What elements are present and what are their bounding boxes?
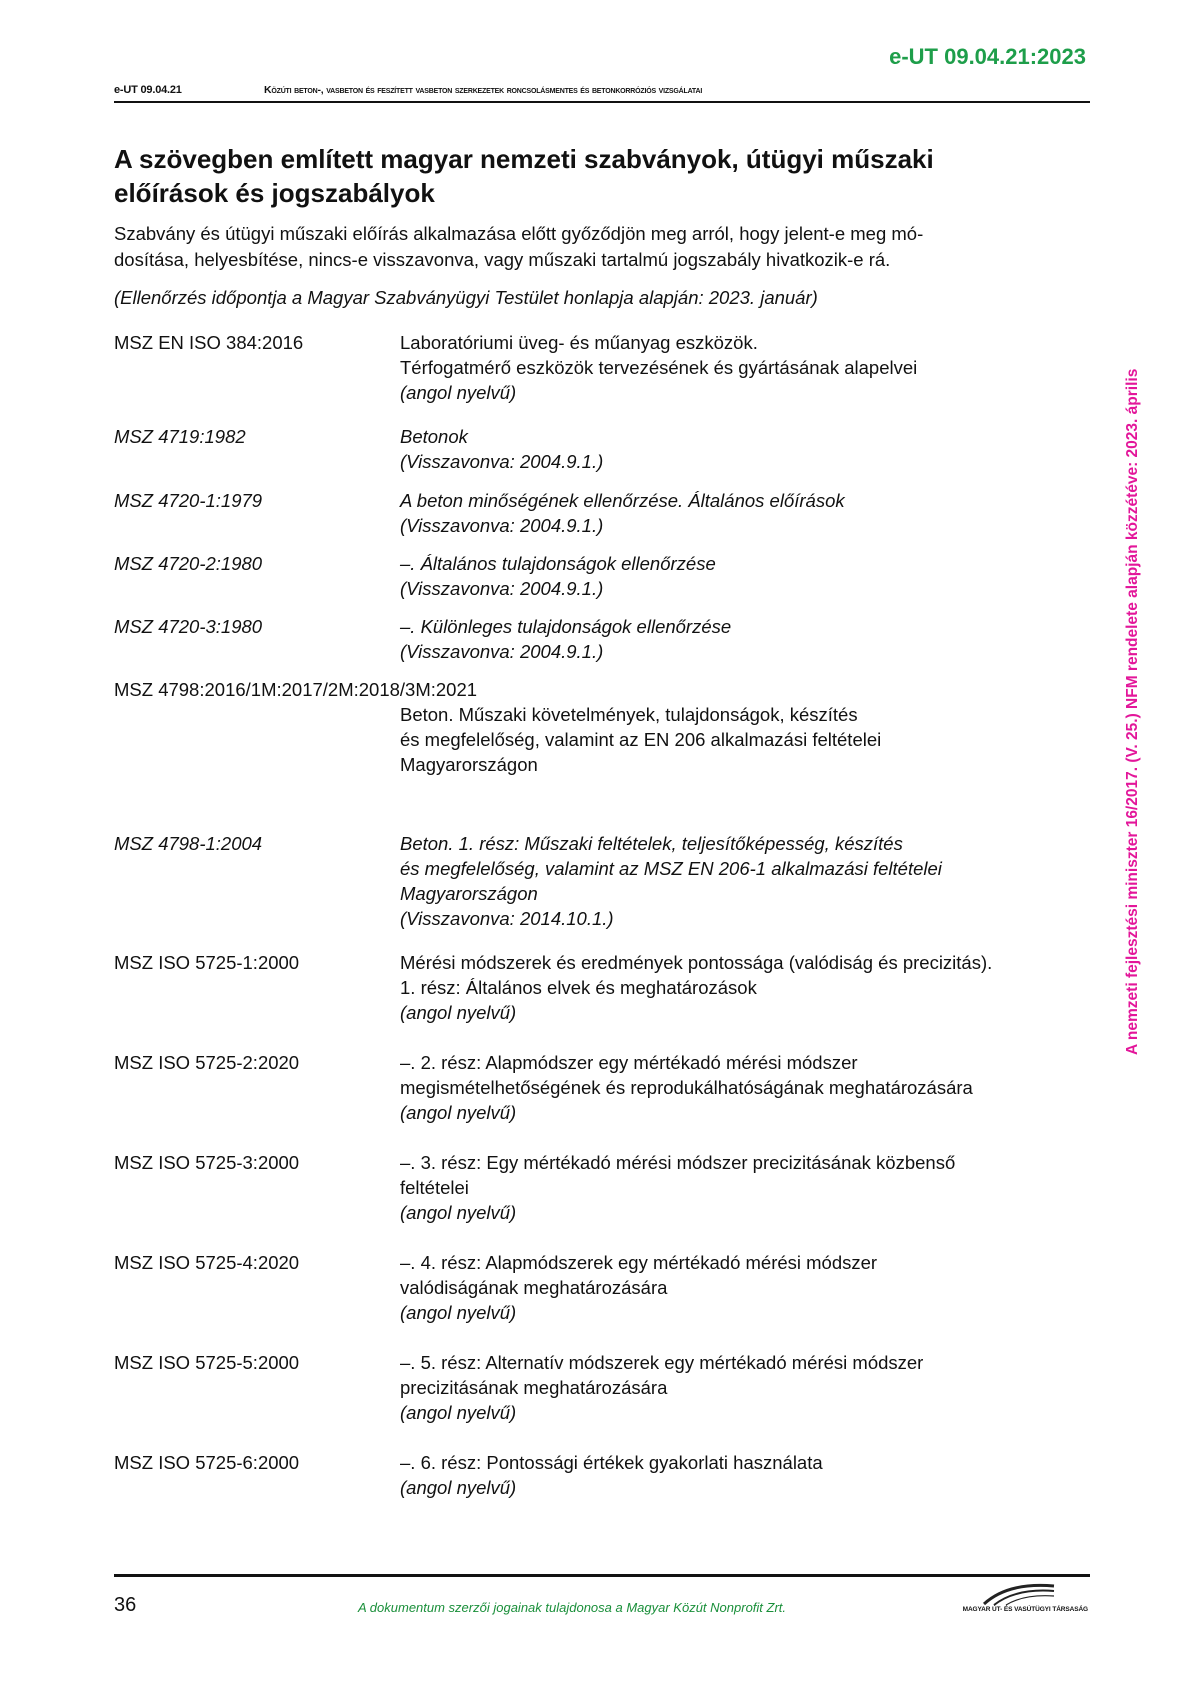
description-line: Beton. Műszaki követelmények, tulajdonságok, készítés xyxy=(400,704,858,725)
description-line: valódiságának meghatározására xyxy=(400,1277,668,1298)
language-note: (angol nyelvű) xyxy=(400,382,517,403)
standard-description xyxy=(400,330,1094,405)
check-date-note: (Ellenőrzés időpontja a Magyar Szabványügyi Testület honlapja alapján: 2023. január) xyxy=(114,287,818,308)
standard-code: MSZ ISO 5725-5:2000 xyxy=(114,1352,300,1373)
intro-line: dosítása, helyesbítése, nincs-e visszavonva, vagy műszaki tartalmú jogszabály hivatkozik-e rá. xyxy=(114,249,891,270)
standard-description xyxy=(400,831,1094,931)
reference-entry xyxy=(114,1350,1094,1425)
description-line: Laboratóriumi üveg- és műanyag eszközök. xyxy=(400,332,758,353)
description-line: A beton minőségének ellenőrzése. Általános előírások xyxy=(400,490,845,511)
reference-entry xyxy=(114,424,1094,474)
language-note: (angol nyelvű) xyxy=(400,1477,517,1498)
withdrawal-note: (Visszavonva: 2004.9.1.) xyxy=(400,515,604,536)
page-number: 36 xyxy=(114,1594,137,1616)
reference-entry xyxy=(114,551,1094,601)
standard-code: MSZ 4798-1:2004 xyxy=(114,833,263,854)
description-line: Mérési módszerek és eredmények pontossága (valódiság és precizitás). xyxy=(400,952,993,973)
standard-description xyxy=(400,488,1094,538)
language-note: (angol nyelvű) xyxy=(400,1102,517,1123)
description-line: és megfelelőség, valamint az MSZ EN 206-1 alkalmazási feltételei xyxy=(400,858,942,879)
standard-code: MSZ 4720-1:1979 xyxy=(114,490,263,511)
standard-code: MSZ 4719:1982 xyxy=(114,426,246,447)
description-line: –. 6. rész: Pontossági értékek gyakorlati használata xyxy=(400,1452,823,1473)
description-line: és megfelelőség, valamint az EN 206 alkalmazási feltételei xyxy=(400,729,882,750)
standard-description xyxy=(400,1350,1094,1425)
road-arc-icon xyxy=(978,1580,1058,1606)
description-line: feltételei xyxy=(400,1177,469,1198)
description-line: –. Általános tulajdonságok ellenőrzése xyxy=(400,553,716,574)
intro-paragraph xyxy=(114,221,1094,273)
publisher-logo xyxy=(938,1580,1088,1620)
standard-description xyxy=(400,424,1094,474)
standard-description xyxy=(400,1450,1094,1500)
running-header-code: e-UT 09.04.21 xyxy=(114,84,182,96)
standard-description xyxy=(400,1150,1094,1225)
section-title-line: előírások és jogszabályok xyxy=(114,178,435,208)
reference-entry xyxy=(114,1250,1094,1325)
section-title xyxy=(114,142,1014,210)
reference-entry xyxy=(114,1050,1094,1125)
description-line: Térfogatmérő eszközök tervezésének és gyártásának alapelvei xyxy=(400,357,918,378)
withdrawal-note: (Visszavonva: 2004.9.1.) xyxy=(400,578,604,599)
reference-entry xyxy=(114,330,1094,405)
description-line: –. Különleges tulajdonságok ellenőrzése xyxy=(400,616,732,637)
standard-code: MSZ 4798:2016/1M:2017/2M:2018/3M:2021 xyxy=(114,679,478,700)
copyright-notice: A dokumentum szerzői jogainak tulajdonosa a Magyar Közút Nonprofit Zrt. xyxy=(358,1600,787,1615)
standard-description xyxy=(400,1050,1094,1125)
running-header xyxy=(114,84,1090,103)
language-note: (angol nyelvű) xyxy=(400,1002,517,1023)
reference-entry xyxy=(114,488,1094,538)
withdrawal-note: (Visszavonva: 2014.10.1.) xyxy=(400,908,614,929)
description-line: –. 3. rész: Egy mértékadó mérési módszer precizitásának közbenső xyxy=(400,1152,956,1173)
standard-code: MSZ ISO 5725-1:2000 xyxy=(114,952,300,973)
standard-code: MSZ 4720-2:1980 xyxy=(114,553,263,574)
reference-entry xyxy=(114,1150,1094,1225)
description-line: Beton. 1. rész: Műszaki feltételek, teljesítőképesség, készítés xyxy=(400,833,903,854)
language-note: (angol nyelvű) xyxy=(400,1202,517,1223)
publisher-name: MAGYAR ÚT- ÉS VASÚTÜGYI TÁRSASÁG xyxy=(962,1606,1088,1613)
reference-entry xyxy=(114,1450,1094,1500)
standard-description xyxy=(400,614,1094,664)
reference-entry xyxy=(114,831,1094,931)
standard-code: MSZ ISO 5725-4:2020 xyxy=(114,1252,300,1273)
language-note: (angol nyelvű) xyxy=(400,1402,517,1423)
description-line: Magyarországon xyxy=(400,754,538,775)
language-note: (angol nyelvű) xyxy=(400,1302,517,1323)
reference-entry xyxy=(114,677,1094,777)
intro-line: Szabvány és útügyi műszaki előírás alkalmazása előtt győződjön meg arról, hogy jelent-e meg mó- xyxy=(114,223,924,244)
running-header-title: Közúti beton-, vasbeton és feszített vasbeton szerkezetek roncsolásmentes és betonkorróziós vizsgálatai xyxy=(264,84,703,96)
reference-entry xyxy=(114,614,1094,664)
standard-code: MSZ ISO 5725-6:2000 xyxy=(114,1452,300,1473)
description-line: –. 4. rész: Alapmódszerek egy mértékadó mérési módszer xyxy=(400,1252,878,1273)
standard-description xyxy=(400,551,1094,601)
description-line: Magyarországon xyxy=(400,883,538,904)
withdrawal-note: (Visszavonva: 2004.9.1.) xyxy=(400,451,604,472)
withdrawal-note: (Visszavonva: 2004.9.1.) xyxy=(400,641,604,662)
description-line: 1. rész: Általános elvek és meghatározások xyxy=(400,977,757,998)
publication-side-note: A nemzeti fejlesztési miniszter 16/2017. (V. 25.) NFM rendelete alapján közzétéve: 2023. április xyxy=(1124,368,1141,1055)
standard-code: MSZ EN ISO 384:2016 xyxy=(114,332,304,353)
standard-description xyxy=(400,950,1094,1025)
description-line: –. 5. rész: Alternatív módszerek egy mértékadó mérési módszer xyxy=(400,1352,924,1373)
description-line: –. 2. rész: Alapmódszer egy mértékadó mérési módszer xyxy=(400,1052,858,1073)
description-line: precizitásának meghatározására xyxy=(400,1377,668,1398)
reference-entry xyxy=(114,950,1094,1025)
description-line: megismételhetőségének és reprodukálhatóságának meghatározására xyxy=(400,1077,973,1098)
document-code: e-UT 09.04.21:2023 xyxy=(889,44,1086,69)
standard-code: MSZ ISO 5725-2:2020 xyxy=(114,1052,300,1073)
standard-code: MSZ ISO 5725-3:2000 xyxy=(114,1152,300,1173)
section-title-line: A szövegben említett magyar nemzeti szabványok, útügyi műszaki xyxy=(114,144,934,174)
standard-description xyxy=(400,1250,1094,1325)
standard-description xyxy=(400,702,1094,777)
standard-code: MSZ 4720-3:1980 xyxy=(114,616,263,637)
footer-divider xyxy=(114,1574,1090,1577)
description-line: Betonok xyxy=(400,426,468,447)
